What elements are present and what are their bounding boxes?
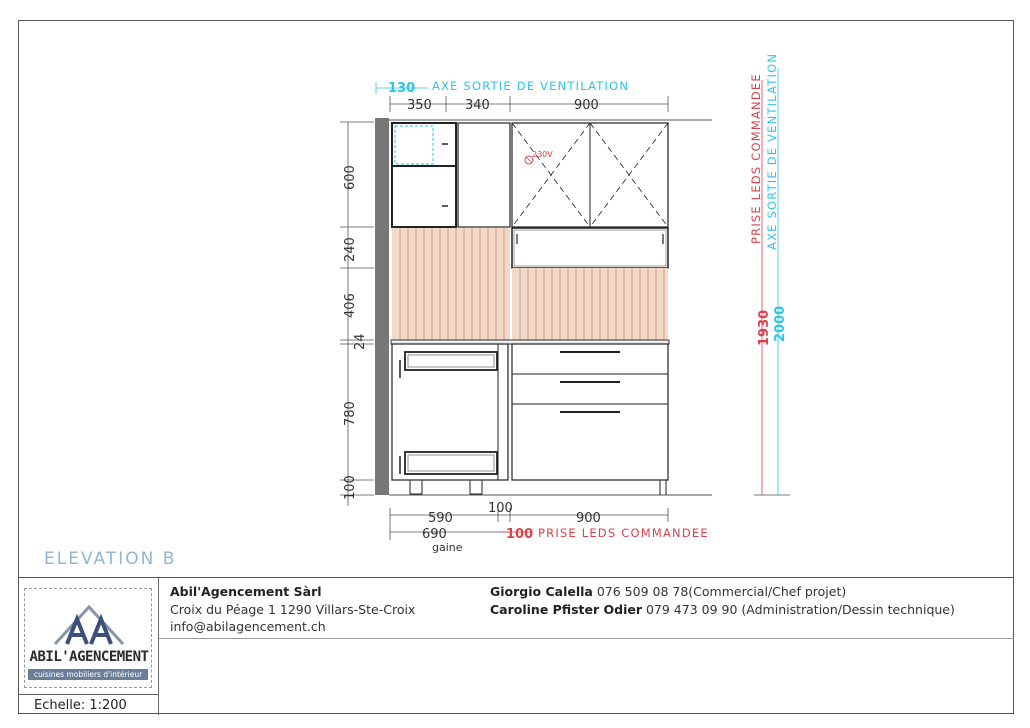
logo-tagline: cuisines mobiliers d'intérieur (28, 669, 148, 680)
axe-ventilation-label: AXE SORTIE DE VENTILATION (432, 79, 630, 93)
title-block (18, 577, 1014, 714)
dim-bottom-690: 690 (422, 527, 447, 542)
company-address: Croix du Péage 1 1290 Villars-Ste-Croix (170, 602, 416, 617)
axe-ventilation-vertical: AXE SORTIE DE VENTILATION (765, 52, 779, 250)
dim-bottom-100-red: 100 (506, 527, 534, 542)
company-name: Abil'Agencement Sàrl (170, 584, 322, 599)
prise-leds-bottom: PRISE LEDS COMMANDEE (538, 526, 709, 540)
logo-cell (18, 578, 159, 715)
lower-right-drawers (512, 344, 668, 495)
lower-left-cabinet (392, 344, 508, 494)
top-dimensions (376, 79, 668, 113)
dim-right-2000: 2000 (773, 305, 788, 342)
dim-left-24: 24 (353, 333, 368, 350)
scale-label: Echelle: 1:200 (18, 694, 159, 715)
dim-left-406: 406 (343, 293, 358, 318)
left-dimensions (340, 122, 374, 506)
company-logo (24, 588, 152, 688)
prise-leds-vertical: PRISE LEDS COMMANDEE (749, 73, 763, 244)
wall-section (375, 118, 389, 495)
company-email[interactable]: info@abilagencement.ch (170, 619, 326, 634)
socket-230v (525, 150, 553, 164)
title-block-divider (159, 638, 1014, 639)
dim-left-780: 780 (343, 401, 358, 426)
dim-left-240: 240 (343, 237, 358, 262)
dim-top-340: 340 (465, 98, 490, 113)
bottom-dimensions (390, 501, 709, 554)
dim-top-900: 900 (574, 98, 599, 113)
dim-bottom-100: 100 (488, 501, 513, 516)
dim-left-100: 100 (343, 475, 358, 500)
dim-bottom-590: 590 (428, 511, 453, 526)
contact-2: Caroline Pfister Odier 079 473 09 90 (Administration/Dessin technique) (490, 602, 955, 617)
socket-230v-label: 230V (532, 150, 553, 159)
worktop (391, 340, 669, 344)
right-dimensions (749, 53, 790, 495)
logo-wordmark: ABIL'AGENCEMENT (29, 649, 149, 665)
gaine-label: gaine (432, 541, 463, 554)
dim-right-1930: 1930 (757, 309, 772, 346)
dim-left-600: 600 (343, 165, 358, 190)
contact-1: Giorgio Calella 076 509 08 78(Commercial/Chef projet) (490, 584, 847, 599)
dim-top-350: 350 (407, 98, 432, 113)
elevation-title: ELEVATION B (44, 549, 177, 569)
dim-bottom-900: 900 (576, 511, 601, 526)
dim-top-130: 130 (388, 81, 416, 96)
tile-backsplash (392, 228, 668, 340)
